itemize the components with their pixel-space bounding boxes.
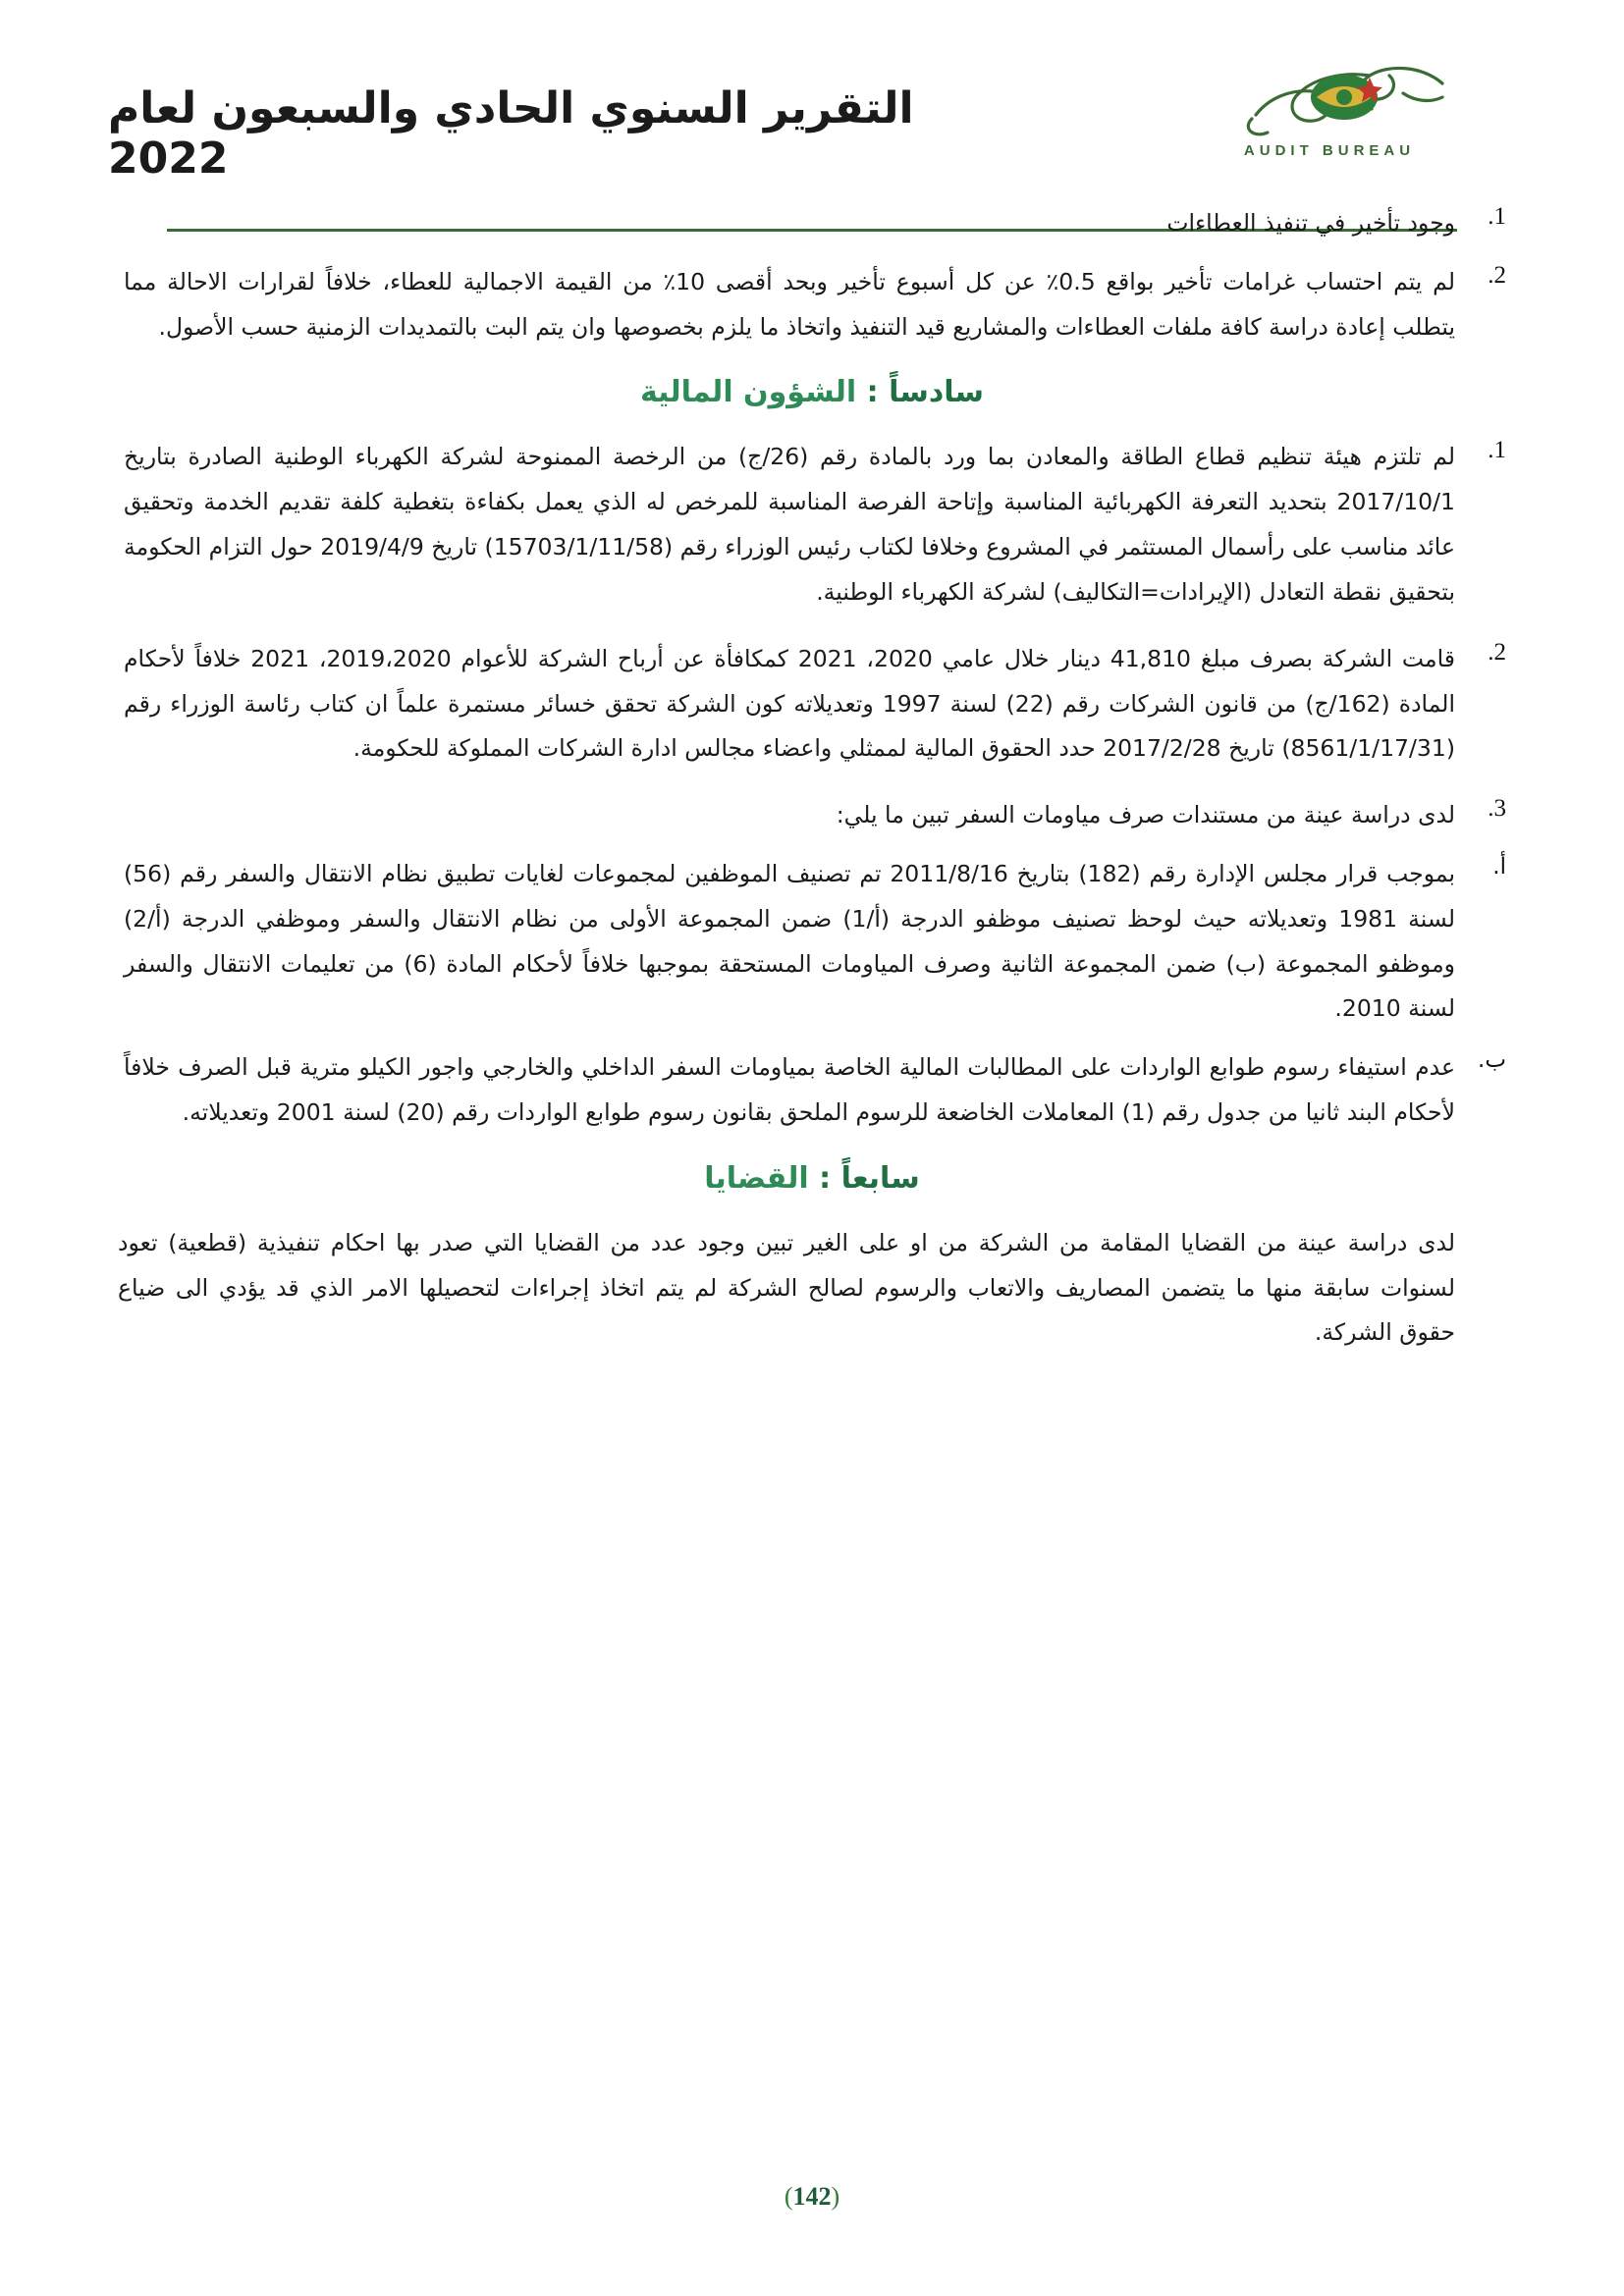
section-name: القضايا	[704, 1160, 809, 1196]
organization-logo	[1182, 54, 1477, 159]
section-heading-financial	[118, 375, 1506, 409]
list-item	[118, 260, 1506, 350]
list-text: لم يتم احتساب غرامات تأخير بواقع 0.5٪ عن كل أسبوع تأخير وبحد أقصى 10٪ من القيمة الاجمالية للعطاء، خلافاً لقرارات الاحالة مما يتطلب إعادة دراسة كافة ملفات العطاءات والمشاريع قيد التنفيذ واتخاذ ما يلزم بخصوصها وان يتم البت بالتمديدات الزمنية حسب الأصول.	[124, 267, 1455, 341]
sub-list-item	[118, 1045, 1506, 1136]
list-text: قامت الشركة بصرف مبلغ 41,810 دينار خلال عامي 2020، 2021 كمكافأة عن أرباح الشركة للأعوام 2019،2020، 2021 خلافاً لأحكام المادة (162/ج) من قانون الشركات رقم (22) لسنة 1997 وتعديلاته كون الشركة تحقق خسائر مستمرة علماً ان كتاب رئاسة الوزراء رقم (8561/1/17/31) تاريخ 2017/2/28 حدد الحقوق المالية لممثلي واعضاء مجالس ادارة الشركات المملوكة للحكومة.	[124, 644, 1455, 763]
list-marker: 1.	[1488, 437, 1506, 464]
cases-paragraph: لدى دراسة عينة من القضايا المقامة من الشركة من او على الغير تبين وجود عدد من القضايا التي صدر بها احكام تنفيذية (قطعية) تعود لسنوات سابقة منها ما يتضمن المصاريف والاتعاب والرسوم لصالح الشركة لم يتم اتخاذ إجراءات لتحصيلها الامر الذي قد يؤدي الى ضياع حقوق الشركة.	[118, 1228, 1455, 1347]
sub-list-marker: ب.	[1478, 1047, 1506, 1074]
section-name: الشؤون المالية	[639, 375, 857, 410]
audit-bureau-emblem-icon	[1197, 54, 1462, 140]
sub-list-text: بموجب قرار مجلس الإدارة رقم (182) بتاريخ 2011/8/16 تم تصنيف الموظفين لمجموعات لغايات تطبيق نظام الانتقال والسفر رقم (56) لسنة 1981 وتعديلاته حيث لوحظ تصنيف موظفو الدرجة (أ/1) ضمن المجموعة الأولى من نظام الانتقال والسفر وموظفي الدرجة (أ/2) وموظفو المجموعة (ب) ضمن المجموعة الثانية وصرف المياومات المستحقة بموجبها خلافاً لأحكام المادة (6) من تعليمات الانتقال والسفر لسنة 2010.	[124, 859, 1456, 1023]
list-text: لدى دراسة عينة من مستندات صرف مياومات السفر تبين ما يلي:	[836, 801, 1455, 829]
sub-list-marker: أ.	[1492, 853, 1506, 880]
list-marker: 1.	[1488, 203, 1506, 230]
page-number-value: 142	[792, 2182, 832, 2211]
list-marker: 3.	[1488, 795, 1506, 823]
list-item	[118, 637, 1506, 772]
document-body	[118, 201, 1506, 1365]
report-title: التقرير السنوي الحادي والسبعون لعام 2022	[108, 83, 914, 184]
list-item	[118, 435, 1506, 614]
section-heading-cases	[118, 1161, 1506, 1196]
page-number-paren-open: (	[784, 2182, 793, 2211]
logo-caption: AUDIT BUREAU	[1243, 142, 1416, 159]
section-lead: سادساً :	[866, 375, 985, 410]
list-item	[118, 793, 1506, 838]
sub-list-item	[118, 852, 1506, 1032]
list-item	[118, 201, 1506, 246]
section-lead: سابعاً :	[819, 1160, 920, 1196]
list-text: وجود تأخير في تنفيذ العطاءات	[1166, 209, 1455, 237]
page-header	[108, 54, 1516, 184]
page-number-paren-close: )	[831, 2182, 840, 2211]
list-marker: 2.	[1488, 638, 1506, 666]
list-marker: 2.	[1488, 261, 1506, 289]
list-text: لم تلتزم هيئة تنظيم قطاع الطاقة والمعادن بما ورد بالمادة رقم (26/ج) من الرخصة الممنوحة لشركة الكهرباء الوطنية الصادرة بتاريخ 2017/10/1 بتحديد التعرفة الكهربائية المناسبة وإتاحة الفرصة المناسبة للمرخص له الذي يعمل بكفاءة بتغطية كلفة تقديم الخدمة وتحقيق عائد مناسب على رأسمال المستثمر في المشروع وخلافا لكتاب رئيس الوزراء رقم (15703/1/11/58) تاريخ 2019/4/9 حول التزام الحكومة بتحقيق نقطة التعادل (الإيرادات=التكاليف) لشركة الكهرباء الوطنية.	[124, 443, 1456, 606]
page-number	[0, 2182, 1624, 2212]
sub-list-text: عدم استيفاء رسوم طوابع الواردات على المطالبات المالية الخاصة بمياومات السفر الداخلي والخارجي واجور الكيلو مترية قبل الصرف خلافاً لأحكام البند ثانيا من جدول رقم (1) المعاملات الخاضعة للرسوم الملحق بقانون رسوم طوابع الواردات رقم (20) لسنة 2001 وتعديلاته.	[124, 1053, 1455, 1126]
